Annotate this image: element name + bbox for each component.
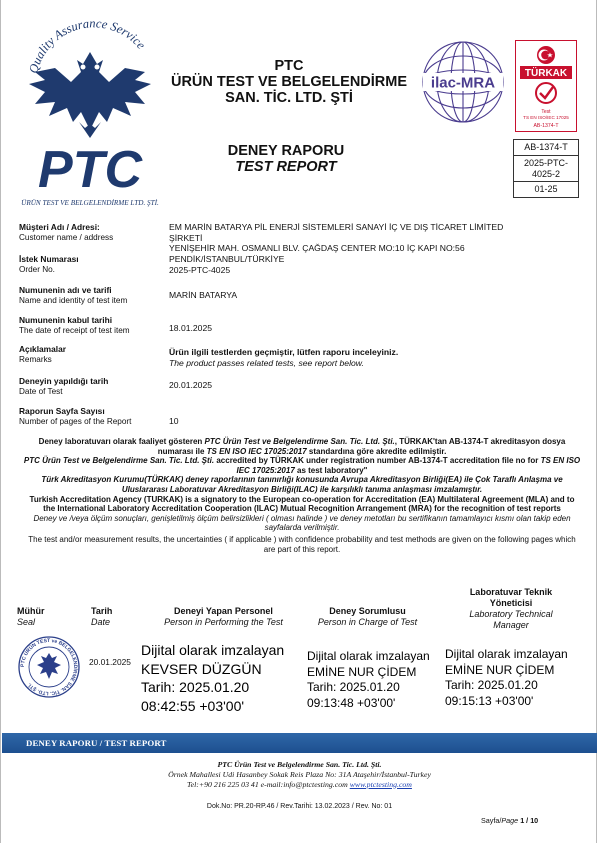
- turkak-name: TÜRKAK: [524, 68, 568, 79]
- accreditation-statement: Deney laboratuvarı olarak faaliyet gösteren PTC Ürün Test ve Belgelendirme San. Tic. Ltd. Şti., TÜRKAK'tan AB-1374-T akreditasyon dosya numarası ile TS EN ISO IEC 17025:2017 standardına göre akredite edilmiştir. PTC Ürün Test ve Belgelendirme San. Tic. Ltd. Şti. accredited by TÜRKAK under registration number AB-1374-T accreditation file no for TS EN ISO IEC 17025:2017 as test laboratory" Türk Akreditasyon Kurumu(TÜRKAK) deney raporlarının tanınırlığı konusunda Avrupa Akreditasyon Birliği(EA) ile Çok Taraflı Anlaşma ve Uluslararası Laboratuvar Akreditasyon Birliği(ILAC) ile karşılıklı tanıma anlaşması imzalamıştır. Turkish Accreditation Agency (TURKAK) is a signatory to the European co-operation for Accreditation (EA) Multilateral Agreement (MLA) and to the International Laboratory Accreditation Cooperation (ILAC) Mutual Recognition Arrangement (MRA) for the recognition of test reports Deney ve /veya ölçüm sonuçları, genişletilmiş ölçüm belirsizlikleri ( olması halinde ) ve deney metotları bu sertifikanın tamamlayıcı kısmı olan takip eden sayfalarda verilmiştir. The test and/or measurement results, the uncertainties ( if applicable ) with confidence probability and test methods are given on the following pages which are part of this report.: [23, 437, 581, 554]
- logo-letters: PTC: [38, 141, 142, 199]
- page-number: Sayfa/Page 1 / 10: [481, 816, 539, 825]
- ilac-text: ilac-MRA: [430, 74, 496, 92]
- receipt-date-label: Numunenin kabul tarihi The date of receipt of test item: [19, 315, 130, 335]
- document-number: Dok.No: PR.20-RP.46 / Rev.Tarihi: 13.02.2023 / Rev. No: 01: [206, 803, 393, 810]
- test-item-value: MARİN BATARYA: [169, 290, 238, 300]
- company-seal-icon: [17, 635, 81, 699]
- logo-arc-text: Quality Assurance Service: [26, 16, 149, 75]
- manager-header: Laboratuvar Teknik Yöneticisi Laboratory Technical Manager: [469, 587, 553, 630]
- ptc-eagle-logo: [15, 12, 165, 212]
- digital-signature-manager: Dijital olarak imzalayan EMİNE NUR ÇİDEM Tarih: 2025.01.20 09:15:13 +03'00': [445, 647, 568, 708]
- report-date-code: 01-25: [514, 181, 578, 197]
- digital-signature-responsible: Dijital olarak imzalayan EMİNE NUR ÇİDEM Tarih: 2025.01.20 09:13:48 +03'00': [307, 649, 430, 710]
- remarks-label: Açıklamalar Remarks: [19, 344, 67, 364]
- page-count-value: 10: [169, 416, 179, 426]
- turkak-emblem-icon: [516, 41, 576, 131]
- report-number-box: [513, 139, 579, 198]
- responsible-header: Deney Sorumlusu Person in Charge of Test: [317, 606, 418, 627]
- order-no-label: İstek Numarası Order No.: [19, 254, 79, 274]
- digital-signature-performer: Dijital olarak imzalayan KEVSER DÜZGÜN Tarih: 2025.01.20 08:42:55 +03'00': [141, 642, 285, 714]
- order-no-value: 2025-PTC-4025: [169, 265, 231, 275]
- company-name: [169, 58, 409, 106]
- date-header: Tarih Date: [91, 606, 113, 627]
- footer-address: PTC Ürün Test ve Belgelendirme San. Tic. Ltd. Şti. Örnek Mahallesi Udi Hasanbey Sokak Reis Plaza No: 31A Ataşehir/İstanbul-Turkey Tel:+90 216 225 03 41 e-mail:info@ptctesting.com www.ptctesting.com: [168, 760, 431, 789]
- report-no: 2025-PTC-4025-2: [514, 155, 578, 181]
- report-title-tr: DENEY RAPORU: [227, 143, 345, 159]
- customer-label: Müşteri Adı / Adresi: Customer name / address: [19, 222, 114, 242]
- report-title: [191, 143, 381, 175]
- turkak-code: AB-1374-T: [533, 123, 559, 129]
- seal-header: Mühür Seal: [17, 606, 45, 627]
- receipt-date-value: 18.01.2025: [169, 323, 213, 333]
- ilac-mra-logo: [421, 40, 505, 124]
- test-item-label: Numunenin adı ve tarifi Name and identity of test item: [19, 285, 128, 305]
- company-line-1: PTC: [274, 58, 304, 74]
- website-link[interactable]: www.ptctesting.com: [349, 779, 412, 789]
- seal-ring-text: PTC ÜRÜN TEST ve BELGELENDİRME SAN. TİC. LTD. ŞTİ.: [19, 637, 79, 697]
- company-line-2: ÜRÜN TEST VE BELGELENDİRME: [170, 74, 408, 90]
- performer-header: Deneyi Yapan Personel Person in Performing the Test: [164, 606, 283, 627]
- turkak-line1: Test: [541, 109, 551, 115]
- test-date-label: Deneyin yapıldığı tarih Date of Test: [19, 376, 109, 396]
- customer-value: EM MARİN BATARYA PİL ENERJİ SİSTEMLERİ SANAYİ İÇ VE DIŞ TİCARET LİMİTED ŞİRKETİ YENİŞEHİR MAH. OSMANLI BLV. ÇAĞDAŞ CENTER MO:10 İÇ KAPI NO:56 PENDİK/İSTANBUL/TÜRKİYE: [169, 222, 504, 264]
- signature-date: 20.01.2025: [89, 657, 131, 667]
- test-date-value: 20.01.2025: [169, 380, 213, 390]
- remarks-value: Ürün ilgili testlerden geçmiştir, lütfen raporu inceleyiniz. The product passes related tests, see report below.: [169, 347, 399, 368]
- turkak-line2: TS EN ISO/IEC 17025: [523, 115, 569, 120]
- logo-subtitle: ÜRÜN TEST VE BELGELENDİRME LTD. ŞTİ.: [21, 199, 159, 207]
- turkak-logo: [515, 40, 577, 132]
- footer-band: DENEY RAPORU / TEST REPORT: [2, 733, 597, 753]
- report-title-en: TEST REPORT: [235, 159, 337, 175]
- page-count-label: Raporun Sayfa Sayısı Number of pages of the Report: [19, 406, 132, 426]
- company-line-3: SAN. TİC. LTD. ŞTİ: [225, 90, 353, 106]
- accreditation-no: AB-1374-T: [524, 142, 568, 152]
